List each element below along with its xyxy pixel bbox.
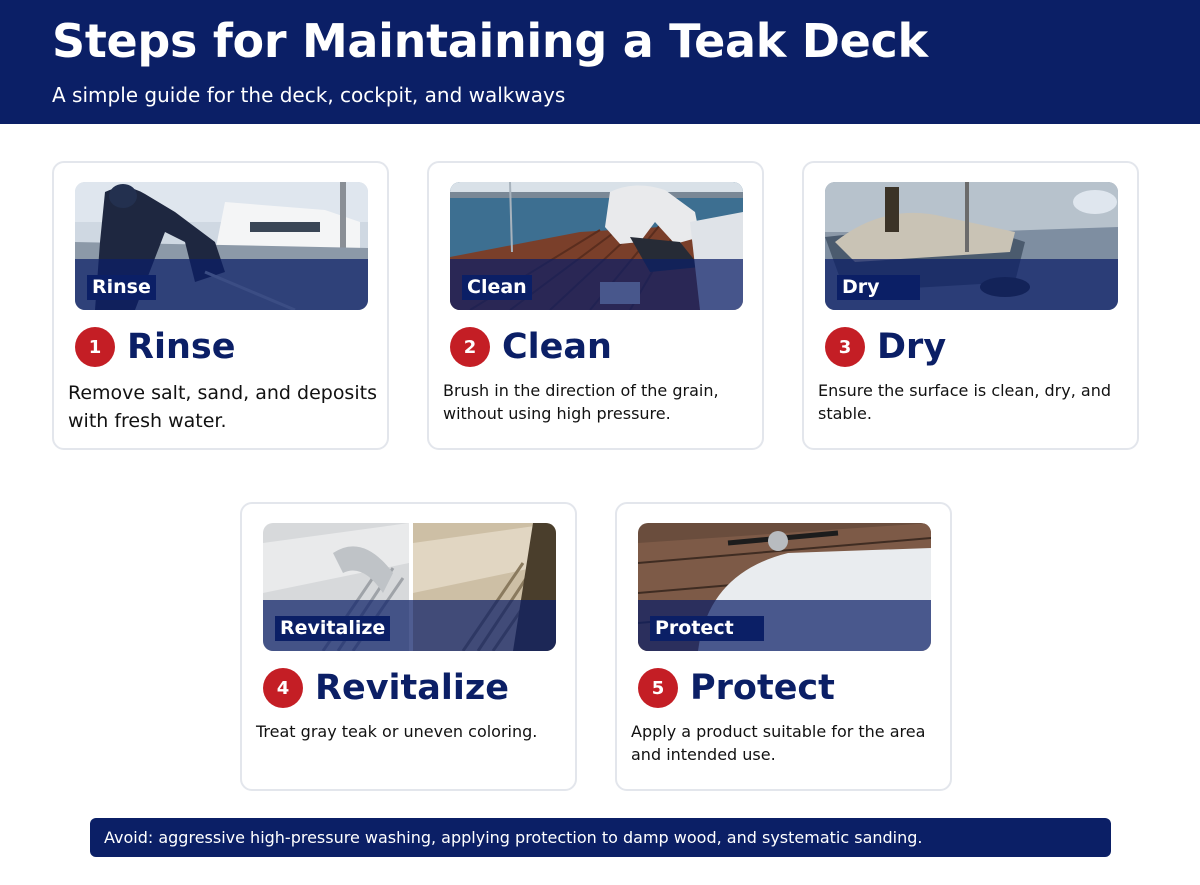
rinse-photo [75,182,368,310]
step-number-badge: 4 [263,668,303,708]
photo-tag: Rinse [87,275,156,300]
step-description: Apply a product suitable for the area and intended use. [631,722,926,764]
photo-tag: Revitalize [275,616,390,641]
step-card-rinse [52,161,389,450]
step-heading [825,325,946,369]
page-subtitle: A simple guide for the deck, cockpit, and walkways [52,83,566,107]
step-number-badge: 5 [638,668,678,708]
step-description: Remove salt, sand, and deposits with fresh water. [68,382,377,432]
step-description: Brush in the direction of the grain, without using high pressure. [443,381,719,423]
step-heading [638,666,835,710]
step-description: Treat gray teak or uneven coloring. [256,722,538,741]
step-title: Revitalize [315,668,509,708]
photo-tag: Dry [837,275,920,300]
step-heading [263,666,509,710]
page-header [0,0,1200,124]
step-card-dry [802,161,1139,450]
step-card-revitalize [240,502,577,791]
step-number-badge: 1 [75,327,115,367]
page-title: Steps for Maintaining a Teak Deck [52,14,928,68]
revitalize-photo [263,523,556,651]
avoid-note: Avoid: aggressive high-pressure washing, applying protection to damp wood, and systematic sanding. [90,818,1111,857]
photo-tag: Clean [462,275,532,300]
step-number-badge: 2 [450,327,490,367]
clean-photo [450,182,743,310]
step-title: Rinse [127,327,236,367]
step-title: Dry [877,327,947,367]
step-number-badge: 3 [825,327,865,367]
step-heading [75,325,235,369]
photo-tag: Protect [650,616,764,641]
step-description: Ensure the surface is clean, dry, and stable. [818,381,1111,423]
step-title: Clean [502,327,612,367]
step-card-clean [427,161,764,450]
step-title: Protect [690,668,835,708]
step-card-protect [615,502,952,791]
protect-photo [638,523,931,651]
step-heading [450,325,612,369]
dry-photo [825,182,1118,310]
